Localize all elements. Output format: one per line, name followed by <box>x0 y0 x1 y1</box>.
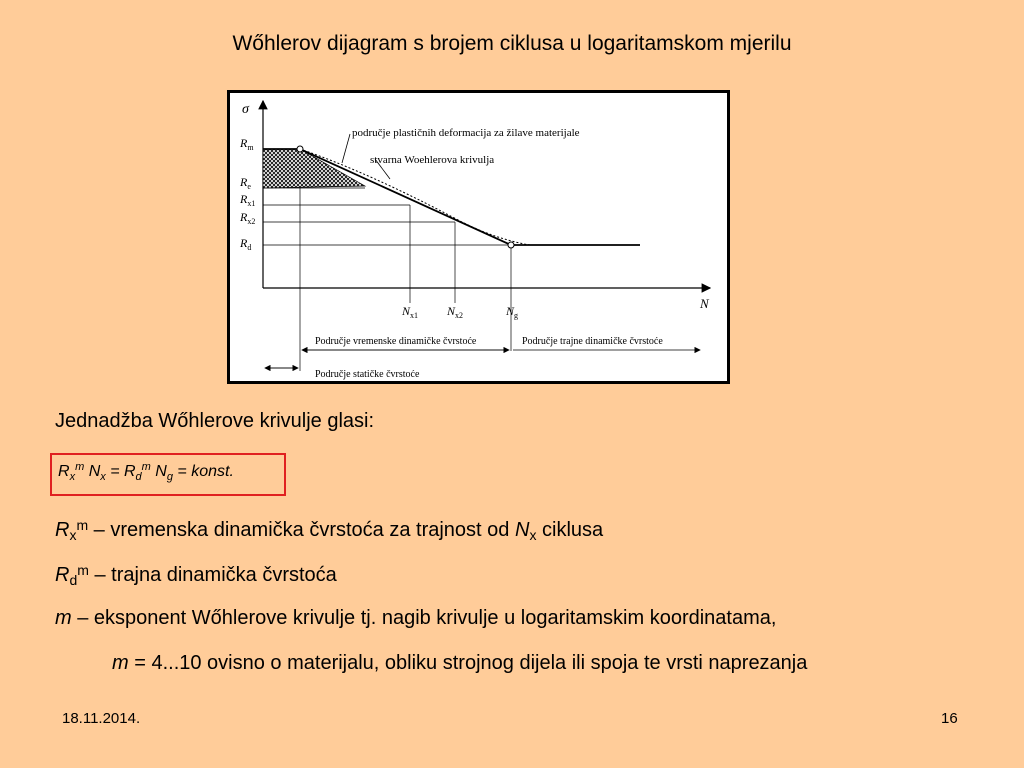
formula-eq2: = konst. <box>172 463 234 480</box>
label-ng: $N_g$ <box>506 304 519 320</box>
formula-eq1: = <box>105 463 124 480</box>
footer-date: 18.11.2014. <box>62 710 141 727</box>
label-rd: $R_d$ <box>240 236 252 252</box>
annotation-real: stvarna Woehlerova krivulja <box>370 154 495 166</box>
equation-intro: Jednadžba Wőhlerove krivulje glasi: <box>55 410 375 432</box>
diagram-svg <box>230 93 727 381</box>
region-static: Područje statičke čvrstoće <box>315 369 420 380</box>
y-labels <box>239 136 255 252</box>
y-axis-label: σ <box>242 102 249 117</box>
formula-n2: $N_g$ <box>155 463 173 484</box>
slide-title: Wőhlerov dijagram s brojem ciklusa u logaritamskom mjerilu <box>232 32 792 55</box>
label-rm: $R_m$ <box>240 136 254 152</box>
point-ng <box>508 242 514 248</box>
label-re: $R_e$ <box>240 175 251 191</box>
region-time: Područje vremenske dinamičke čvrstoće <box>315 336 477 347</box>
woehler-diagram <box>227 90 730 384</box>
label-rx1: $R_{x1}$ <box>240 192 256 208</box>
label-nx2: $N_{x2}$ <box>447 304 464 320</box>
region-arrows <box>265 350 700 368</box>
leader-plastic <box>342 134 350 163</box>
definition-rd: $R_d^m$ – trajna dinamička čvrstoća <box>55 562 337 588</box>
formula-r2: $R_d^m$ <box>123 461 151 484</box>
label-rx2: $R_{x2}$ <box>240 210 256 226</box>
definition-m: m – eksponent Wőhlerove krivulje tj. nagib krivulje u logaritamskim koordinatama, <box>55 607 777 629</box>
formula-box <box>50 453 286 496</box>
formula-r1: $R_x^m$ <box>58 461 85 484</box>
point-rm <box>297 146 303 152</box>
annotation-plastic: područje plastičnih deformacija za žilave materijale <box>352 127 580 139</box>
formula-n1: $N_x$ <box>88 463 106 484</box>
footer-page-number: 16 <box>941 710 958 727</box>
x-labels <box>401 304 518 320</box>
x-axis-label: N <box>700 296 709 311</box>
region-permanent: Područje trajne dinamičke čvrstoće <box>522 336 663 347</box>
definition-m-range: m = 4...10 ovisno o materijalu, obliku strojnog dijela ili spoja te vrsti naprezanja <box>112 652 808 674</box>
label-nx1: $N_{x1}$ <box>402 304 419 320</box>
definition-rx: $R_x^m$ – vremenska dinamička čvrstoća za trajnost od $N_x$ ciklusa <box>55 517 604 543</box>
